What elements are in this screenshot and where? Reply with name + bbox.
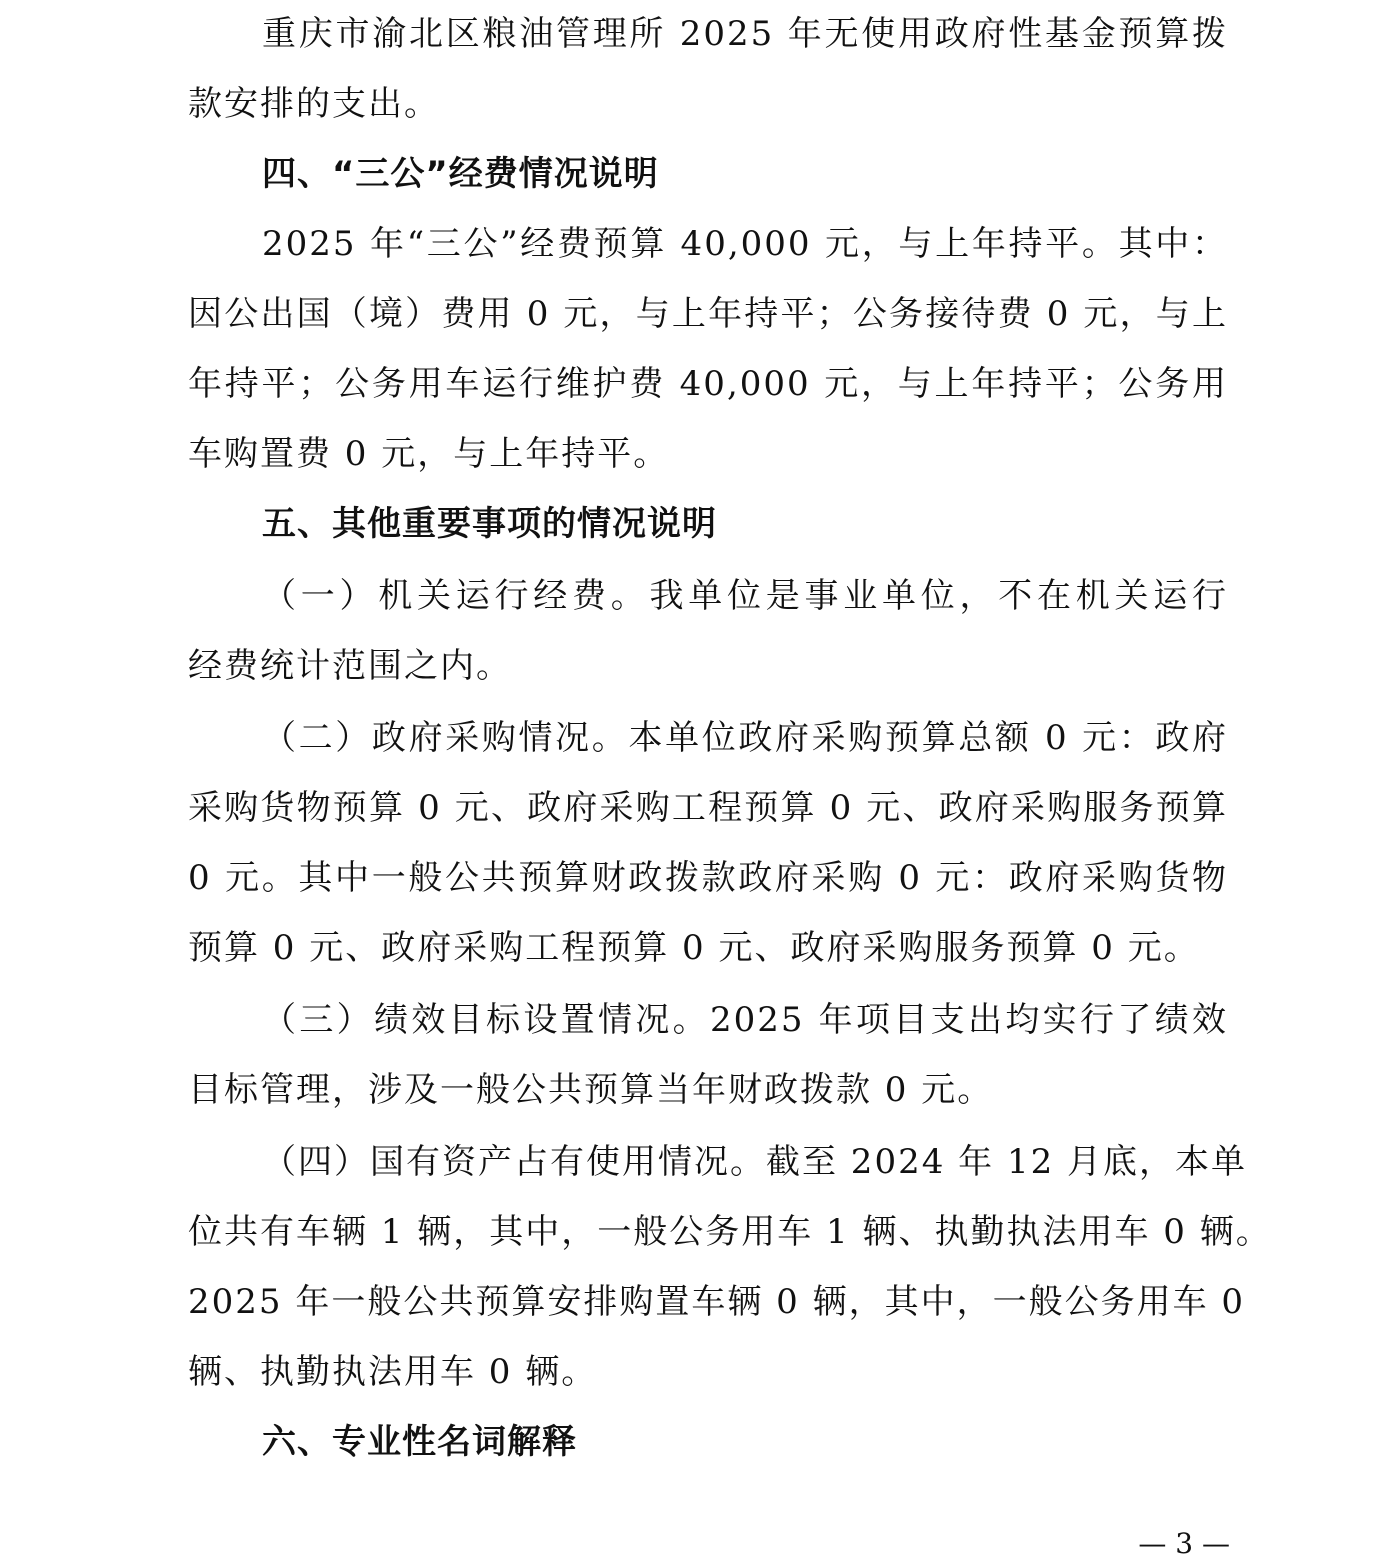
paragraph-line: 目标管理，涉及一般公共预算当年财政拨款 0 元。	[188, 1070, 994, 1110]
paragraph-line: 重庆市渝北区粮油管理所 2025 年无使用政府性基金预算拨	[262, 14, 1228, 54]
paragraph-line: 车购置费 0 元，与上年持平。	[188, 434, 670, 474]
section-heading-four: 四、“三公”经费情况说明	[262, 154, 659, 194]
paragraph-line: 2025 年一般公共预算安排购置车辆 0 辆，其中，一般公务用车 0	[188, 1282, 1246, 1322]
paragraph-line: 年持平；公务用车运行维护费 40,000 元，与上年持平；公务用	[188, 364, 1228, 404]
section-heading-five: 五、其他重要事项的情况说明	[262, 504, 717, 544]
paragraph-line: 2025 年“三公”经费预算 40,000 元，与上年持平。其中：	[262, 224, 1228, 264]
page-number: — 3 —	[1138, 1527, 1230, 1560]
paragraph-line: 因公出国（境）费用 0 元，与上年持平；公务接待费 0 元，与上	[188, 294, 1228, 334]
paragraph-line: 位共有车辆 1 辆，其中，一般公务用车 1 辆、执勤执法用车 0 辆。	[188, 1212, 1272, 1252]
section-heading-six: 六、专业性名词解释	[262, 1422, 577, 1462]
paragraph-line: （三）绩效目标设置情况。2025 年项目支出均实行了绩效	[262, 1000, 1228, 1040]
paragraph-line: （二）政府采购情况。本单位政府采购预算总额 0 元：政府	[262, 718, 1228, 758]
paragraph-line: （一）机关运行经费。我单位是事业单位，不在机关运行	[262, 576, 1228, 616]
paragraph-line: 辆、执勤执法用车 0 辆。	[188, 1352, 598, 1392]
paragraph-line: 采购货物预算 0 元、政府采购工程预算 0 元、政府采购服务预算	[188, 788, 1228, 828]
paragraph-line: 0 元。其中一般公共预算财政拨款政府采购 0 元：政府采购货物	[188, 858, 1228, 898]
paragraph-line: 款安排的支出。	[188, 84, 440, 124]
paragraph-line: （四）国有资产占有使用情况。截至 2024 年 12 月底，本单	[262, 1142, 1248, 1182]
paragraph-line: 经费统计范围之内。	[188, 646, 512, 686]
paragraph-line: 预算 0 元、政府采购工程预算 0 元、政府采购服务预算 0 元。	[188, 928, 1200, 968]
